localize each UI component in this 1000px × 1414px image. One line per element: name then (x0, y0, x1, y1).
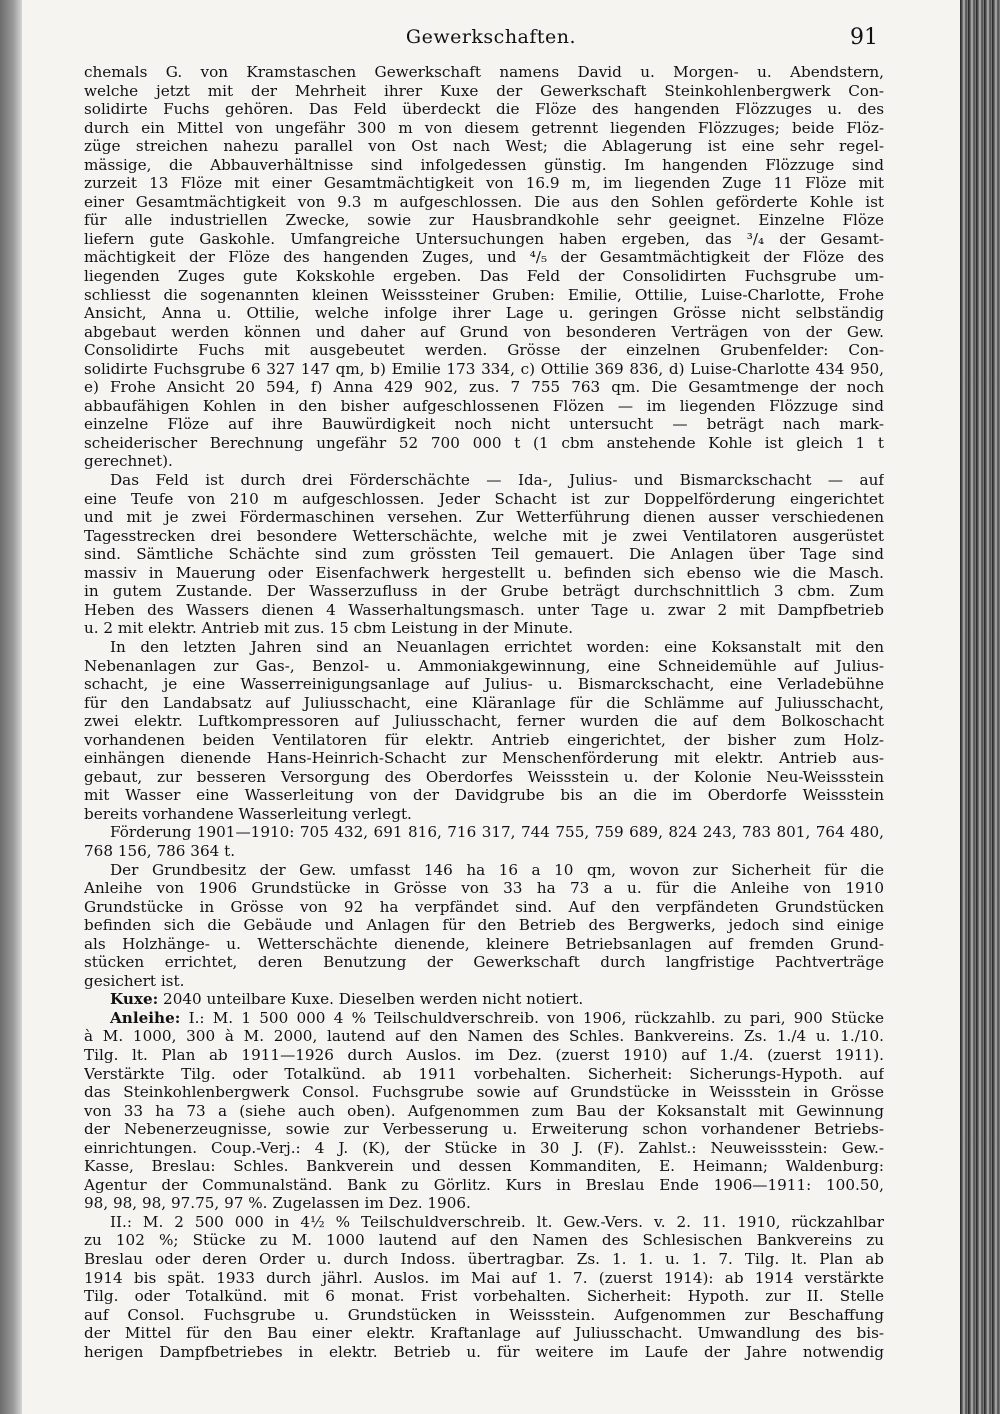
section-label: Kuxe: (110, 990, 159, 1009)
line-text: einhängen dienende Hans-Heinrich-Schacht zur Menschenförderung mit elektr. Antrieb aus- (84, 749, 884, 768)
text-line (84, 805, 884, 824)
text-line (84, 323, 884, 342)
line-text: gesichert ist. (84, 971, 185, 990)
line-text: zurzeit 13 Flöze mit einer Gesamtmächtigkeit von 16.9 m, im liegenden Zuge 11 Flöze mit (84, 174, 884, 193)
section-label: Anleihe: (110, 1008, 181, 1027)
text-line (84, 694, 884, 713)
line-text: Tilg. oder Totalkünd. mit 6 monat. Frist vorbehalten. Sicherheit: Hypoth. zur II. Stelle (84, 1287, 884, 1306)
line-text: einzelne Flöze auf ihre Bauwürdigkeit noch nicht untersucht — beträgt nach mark- (84, 415, 884, 434)
line-text: vorhandenen beiden Ventilatoren für elektr. Antrieb eingerichtet, der bisher zum Holz- (84, 730, 884, 749)
page-number: 91 (850, 25, 878, 50)
text-line (84, 193, 884, 212)
line-text: stücken errichtet, deren Benutzung der Gewerkschaft durch langfristige Pachtverträge (84, 953, 884, 972)
line-text: gebaut, zur besseren Versorgung des Oberdorfes Weissstein u. der Kolonie Neu-Weissstein (84, 767, 884, 786)
line-text: der Mittel für den Bau einer elektr. Kraftanlage auf Juliusschacht. Umwandlung des bis- (84, 1324, 884, 1343)
line-text: für den Landabsatz auf Juliusschacht, eine Kläranlage für die Schlämme auf Juliusschacht, (84, 693, 884, 712)
text-line (84, 638, 884, 657)
line-text: für alle industriellen Zwecke, sowie zur Hausbrandkohle sehr geeignet. Einzelne Flöze (84, 211, 884, 230)
line-text: bereits vorhandene Wasserleitung verlegt. (84, 804, 412, 823)
text-line (84, 508, 884, 527)
text-line (84, 972, 884, 991)
text-line (84, 341, 884, 360)
line-text: züge streichen nahezu parallel von Ost nach West; die Ablagerung ist eine sehr regel- (84, 137, 884, 156)
text-line (84, 1250, 884, 1269)
page-header (22, 26, 960, 54)
text-line (84, 861, 884, 880)
line-text: einrichtungen. Coup.-Verj.: 4 J. (K), der Stücke in 30 J. (F). Zahlst.: Neuweissstein: Gew.- (84, 1138, 884, 1157)
line-text: gerechnet). (84, 452, 173, 471)
line-text: chemals G. von Kramstaschen Gewerkschaft namens David u. Morgen- u. Abendstern, (84, 63, 884, 81)
text-line (84, 286, 884, 305)
text-line (84, 1213, 884, 1232)
text-line (84, 397, 884, 416)
text-line (84, 378, 884, 397)
text-line (84, 174, 884, 193)
text-line (84, 823, 884, 842)
text-line (84, 601, 884, 620)
text-line (84, 1324, 884, 1343)
line-text: 1914 bis spät. 1933 durch jährl. Auslos. im Mai auf 1. 7. (zuerst 1914): ab 1914 verstärkte (84, 1268, 884, 1287)
line-text: 768 156, 786 364 t. (84, 841, 236, 860)
text-line (84, 156, 884, 175)
text-line (84, 582, 884, 601)
line-text: 98, 98, 98, 97.75, 97 %. Zugelassen im Dez. 1906. (84, 1194, 471, 1213)
text-line (84, 786, 884, 805)
text-line (84, 879, 884, 898)
line-text: e) Frohe Ansicht 20 594, f) Anna 429 902, zus. 7 755 763 qm. Die Gesamtmenge der noch (84, 378, 884, 397)
line-text: mässige, die Abbauverhältnisse sind infolgedessen günstig. Im hangenden Flözzuge sind (84, 155, 884, 174)
text-line (84, 415, 884, 434)
line-text: in gutem Zustande. Der Wasserzufluss in der Grube beträgt durchschnittlich 3 cbm. Zum (84, 582, 884, 601)
text-line (84, 1102, 884, 1121)
text-line (84, 768, 884, 787)
line-text: Grundstücke in Grösse von 92 ha verpfändet sind. Auf den verpfändeten Grundstücken (84, 897, 884, 916)
text-line (84, 267, 884, 286)
text-line (84, 1231, 884, 1250)
text-line (84, 657, 884, 676)
text-line (84, 304, 884, 323)
line-text: Ansicht, Anna u. Ottilie, welche infolge ihrer Lage u. geringen Grösse nicht selbständig (84, 304, 884, 323)
line-text: Der Grundbesitz der Gew. umfasst 146 ha 16 a 10 qm, wovon zur Sicherheit für die (110, 860, 884, 879)
text-line (84, 935, 884, 954)
text-line (84, 898, 884, 917)
text-line (84, 916, 884, 935)
text-line (84, 675, 884, 694)
line-text: der Nebenerzeugnisse, sowie zur Verbesserung u. Erweiterung schon vorhandener Betriebs- (84, 1120, 884, 1139)
text-line (84, 990, 884, 1009)
text-line (84, 1027, 884, 1046)
line-text: als Holzhänge- u. Wetterschächte dienende, kleinere Betriebsanlagen auf fremden Grund- (84, 934, 884, 953)
line-text: durch ein Mittel von ungefähr 300 m von diesem getrennt liegenden Flözzuges; beide Flöz- (84, 118, 884, 137)
text-line (84, 1009, 884, 1028)
book-edge (960, 0, 1000, 1414)
line-text: schacht, je eine Wasserreinigungsanlage auf Julius- u. Bismarckschacht, eine Verladebühne (84, 675, 884, 694)
text-line (84, 248, 884, 267)
text-line (84, 953, 884, 972)
text-line (84, 1083, 884, 1102)
line-text: befinden sich die Gebäude und Anlagen für den Betrieb des Bergwerks, jedoch sind einige (84, 916, 884, 935)
text-line (84, 490, 884, 509)
line-text: schliesst die sogenannten kleinen Weisssteiner Gruben: Emilie, Ottilie, Luise-Charlotte, Frohe (84, 285, 884, 304)
line-text: Verstärkte Tilg. oder Totalkünd. ab 1911 vorbehalten. Sicherheit: Sicherungs-Hypoth. auf (84, 1064, 884, 1083)
text-line (84, 1120, 884, 1139)
text-line (84, 749, 884, 768)
line-text: In den letzten Jahren sind an Neuanlagen errichtet worden: eine Koksanstalt mit den (110, 637, 884, 656)
text-line (84, 545, 884, 564)
line-text: Heben des Wassers dienen 4 Wasserhaltungsmasch. unter Tage u. zwar 2 mit Dampfbetrieb (84, 600, 884, 619)
line-text: Agentur der Communalständ. Bank zu Görlitz. Kurs in Breslau Ende 1906—1911: 100.50, (84, 1175, 884, 1194)
text-line (84, 452, 884, 471)
text-line (84, 1046, 884, 1065)
text-line (84, 434, 884, 453)
line-text: solidirte Fuchs gehören. Das Feld überdeckt die Flöze des hangenden Flözzuges u. des (84, 100, 884, 119)
text-line (84, 1157, 884, 1176)
line-text: liegenden Zuges gute Kokskohle ergeben. Das Feld der Consolidirten Fuchsgrube um- (84, 267, 884, 286)
line-text: eine Teufe von 210 m aufgeschlossen. Jeder Schacht ist zur Doppelförderung eingerichtet (84, 489, 884, 508)
text-line (84, 1269, 884, 1288)
text-line (84, 1139, 884, 1158)
line-text: Das Feld ist durch drei Förderschächte — Ida-, Julius- und Bismarckschacht — auf (110, 471, 884, 490)
text-line (84, 119, 884, 138)
line-text: von 33 ha 73 a (siehe auch oben). Aufgenommen zum Bau der Koksanstalt mit Gewinnung (84, 1101, 884, 1120)
line-text: massiv in Mauerung oder Eisenfachwerk hergestellt u. befinden sich ebenso wie die Masch. (84, 563, 884, 582)
line-text: zu 102 %; Stücke zu M. 1000 lautend auf den Namen des Schlesischen Bankvereins zu (84, 1231, 884, 1250)
text-line (84, 1176, 884, 1195)
line-text: das Steinkohlenbergwerk Consol. Fuchsgrube sowie auf Grundstücke in Weissstein in Grösse (84, 1083, 884, 1102)
text-line (84, 731, 884, 750)
text-line (84, 712, 884, 731)
text-line (84, 211, 884, 230)
line-text: Consolidirte Fuchs mit ausgebeutet werden. Grösse der einzelnen Grubenfelder: Con- (84, 341, 884, 360)
line-text: sind. Sämtliche Schächte sind zum grössten Teil gemauert. Die Anlagen über Tage sind (84, 545, 884, 564)
line-text: zwei elektr. Luftkompressoren auf Juliusschacht, ferner wurden die auf dem Bolkoschacht (84, 712, 884, 731)
line-text: u. 2 mit elektr. Antrieb mit zus. 15 cbm Leistung in der Minute. (84, 619, 574, 638)
line-text: Förderung 1901—1910: 705 432, 691 816, 716 317, 744 755, 759 689, 824 243, 783 801, 764 480, (110, 823, 884, 842)
text-line (84, 100, 884, 119)
line-text: abgebaut werden können und daher auf Grund von besonderen Verträgen von der Gew. (84, 322, 884, 341)
text-line (84, 619, 884, 638)
line-text: auf Consol. Fuchsgrube u. Grundstücken in Weissstein. Aufgenommen zur Beschaffung (84, 1305, 884, 1324)
line-text: Tilg. lt. Plan ab 1911—1926 durch Auslos. im Dez. (zuerst 1910) auf 1./4. (zuerst 1911). (84, 1045, 884, 1064)
text-line (84, 360, 884, 379)
line-text: Nebenanlagen zur Gas-, Benzol- u. Ammoniakgewinnung, eine Schneidemühle auf Julius- (84, 656, 884, 675)
line-text: liefern gute Gaskohle. Umfangreiche Untersuchungen haben ergeben, das ³/₄ der Gesamt- (84, 229, 884, 248)
line-text: welche jetzt mit der Mehrheit ihrer Kuxe der Gewerkschaft Steinkohlenbergwerk Con- (84, 81, 884, 100)
line-text: einer Gesamtmächtigkeit von 9.3 m aufgeschlossen. Die aus den Sohlen geförderte Kohle ist (84, 192, 884, 211)
line-text: herigen Dampfbetriebes in elektr. Betrieb u. für weitere im Laufe der Jahre notwendig (84, 1342, 884, 1361)
text-line (84, 842, 884, 861)
line-text: scheiderischer Berechnung ungefähr 52 700 000 t (1 cbm anstehende Kohle ist gleich 1 t (84, 433, 884, 452)
text-line (84, 137, 884, 156)
line-text: Anleihe von 1906 Grundstücke in Grösse von 33 ha 73 a u. für die Anleihe von 1910 (84, 879, 884, 898)
text-line (84, 1194, 884, 1213)
text-line (84, 1065, 884, 1084)
text-line (84, 230, 884, 249)
text-line (84, 82, 884, 101)
text-line (84, 471, 884, 490)
running-title: Gewerkschaften. (405, 26, 577, 48)
line-text: mächtigkeit der Flöze des hangenden Zuges, und ⁴/₅ der Gesamtmächtigkeit der Flöze des (84, 248, 884, 267)
line-text: Breslau oder deren Order u. durch Indoss. übertragbar. Zs. 1. 1. u. 1. 7. Tilg. lt. Plan ab (84, 1250, 884, 1268)
book-page (22, 0, 960, 1414)
line-text: Kasse, Breslau: Schles. Bankverein und dessen Kommanditen, E. Heimann; Waldenburg: (84, 1157, 884, 1176)
text-line (84, 63, 884, 82)
line-text: und mit je zwei Fördermaschinen versehen. Zur Wetterführung dienen ausser verschiedenen (84, 508, 884, 527)
line-text: II.: M. 2 500 000 in 4½ % Teilschuldverschreib. lt. Gew.-Vers. v. 2. 11. 1910, rückzahlbar (110, 1212, 884, 1231)
text-line (84, 564, 884, 583)
line-text: I.: M. 1 500 000 4 % Teilschuldverschreib. von 1906, rückzahlb. zu pari, 900 Stücke (180, 1008, 884, 1027)
line-text: Tagesstrecken drei besondere Wetterschächte, welche mit je zwei Ventilatoren ausgerüstet (84, 526, 884, 545)
text-line (84, 1343, 884, 1362)
text-line (84, 527, 884, 546)
book-gutter (0, 0, 22, 1414)
line-text: abbaufähigen Kohlen in den bisher aufgeschlossenen Flözen — im liegenden Flözzuge sind (84, 396, 884, 415)
text-line (84, 1306, 884, 1325)
line-text: mit Wasser eine Wasserleitung von der Davidgrube bis an die im Oberdorfe Weissstein (84, 786, 884, 805)
line-text: à M. 1000, 300 à M. 2000, lautend auf den Namen des Schles. Bankvereins. Zs. 1./4 u. 1./10. (84, 1027, 884, 1046)
text-line (84, 1287, 884, 1306)
body-text (84, 63, 884, 1361)
line-text: 2040 unteilbare Kuxe. Dieselben werden nicht notiert. (158, 990, 584, 1009)
line-text: solidirte Fuchsgrube 6 327 147 qm, b) Emilie 173 334, c) Ottilie 369 836, d) Luise-Charlotte 434 950, (84, 359, 884, 378)
